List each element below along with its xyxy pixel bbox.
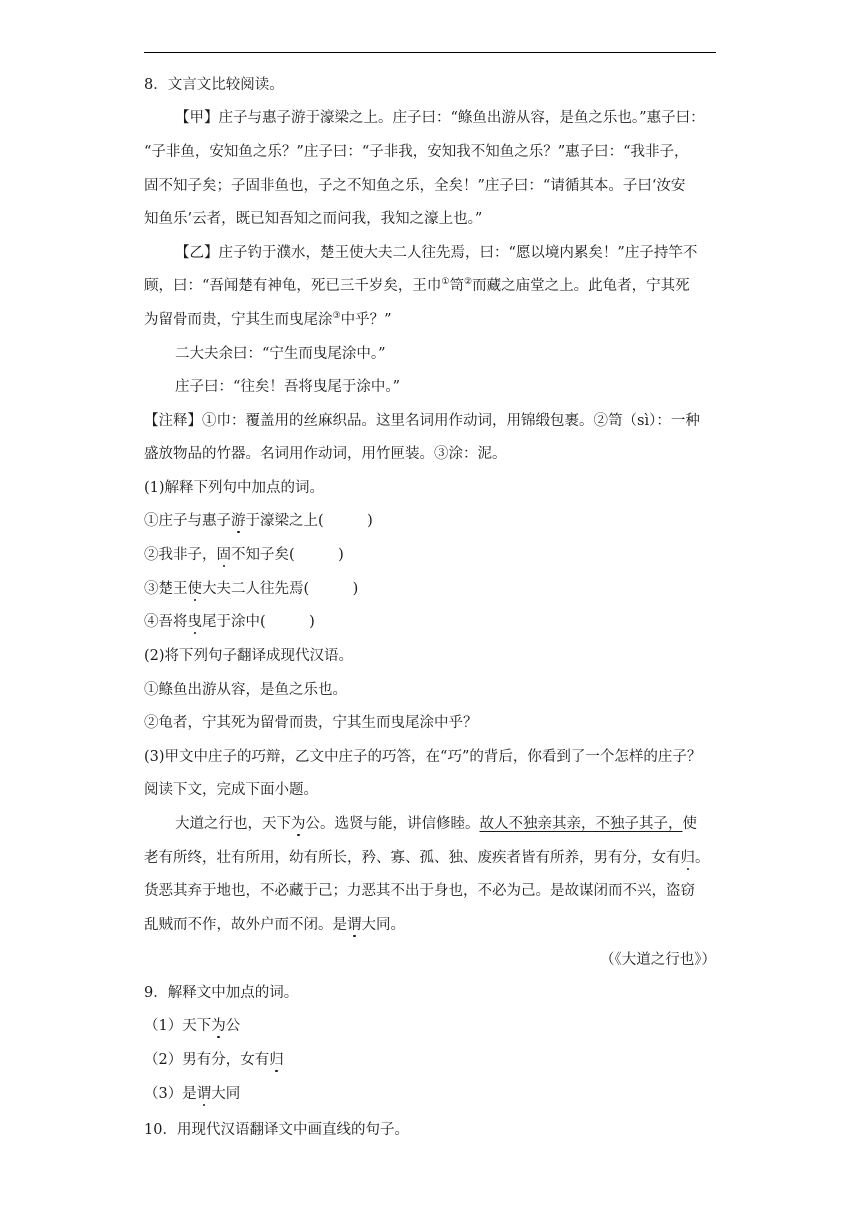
subquestion-2-item: ①鲦鱼出游从容，是鱼之乐也。	[144, 682, 347, 698]
question-10-title: 10．用现代汉语翻译文中画直线的句子。	[144, 1122, 409, 1138]
subquestion-2-title: (2)将下列句子翻译成现代汉语。	[144, 648, 354, 664]
emphasis-dot-word: 归	[680, 850, 695, 866]
subquestion-1-item: ①庄子与惠子游于濠梁之上( )	[144, 513, 373, 529]
passage-yi-line: 顾，曰：“吾闻楚有神龟，死已三千岁矣，王巾①笥②而藏之庙堂之上。此龟者，宁其死	[144, 277, 690, 294]
reading-intro: 阅读下文，完成下面小题。	[144, 782, 318, 798]
footnote-marker: ①	[441, 277, 450, 288]
underlined-sentence: 故人不独亲其亲，不独子其子，	[479, 816, 683, 832]
passage-jia-line: 知鱼乐’云者，既已知吾知之而问我，我知之濠上也。”	[144, 211, 483, 227]
emphasis-dot-word: 谓	[196, 1086, 212, 1102]
subquestion-1-item: ④吾将曳尾于涂中( )	[144, 614, 315, 630]
passage-datong-line: 大道之行也，天下为公。选贤与能，讲信修睦。故人不独亲其亲，不独子其子，使	[175, 816, 697, 832]
question-9-item: （1）天下为公	[144, 1018, 241, 1034]
annotation-line: 【注释】①巾：覆盖用的丝麻织品。这里名词用作动词，用锦缎包裹。②笥（sì）：一种	[144, 413, 700, 429]
question-9-item: （3）是谓大同	[144, 1086, 241, 1102]
passage-jia-line: “子非鱼，安知鱼之乐？”庄子曰：“子非我，安知我不知鱼之乐？”惠子曰：“我非子，	[144, 144, 689, 160]
emphasis-dot-word: 固	[216, 547, 231, 563]
passage-yi-line: 为留骨而贵，宁其生而曳尾涂③中乎？”	[144, 311, 392, 328]
passage-source: （《大道之行也》）	[600, 952, 716, 968]
passage-datong-line: 货恶其弃于地也，不必藏于己；力恶其不出于身也，不必为己。是故谋闭而不兴，盗窃	[144, 883, 695, 899]
question-9-title: 9．解释文中加点的词。	[144, 985, 299, 1001]
passage-datong-line: 老有所终，壮有所用，幼有所长，矜、寡、孤、独、废疾者皆有所养，男有分，女有归。	[144, 850, 710, 866]
passage-yi-line: 二大夫余曰：“宁生而曳尾涂中。”	[175, 346, 386, 362]
question-9-item: （2）男有分，女有归	[144, 1052, 284, 1068]
emphasis-dot-word: 为	[291, 816, 306, 832]
passage-jia-line: 固不知子矣；子固非鱼也，子之不知鱼之乐，全矣！”庄子曰：“请循其本。子曰‘汝安	[144, 178, 686, 194]
passage-yi-line: 庄子曰：“往矣！吾将曳尾于涂中。”	[175, 379, 401, 395]
emphasis-dot-word: 为	[211, 1018, 226, 1034]
subquestion-3: (3)甲文中庄子的巧辩，乙文中庄子的巧答，在“巧”的背后，你看到了一个怎样的庄子？	[144, 749, 702, 765]
subquestion-1-title: (1)解释下列句中加点的词。	[144, 480, 325, 496]
emphasis-dot-word: 游	[231, 513, 246, 529]
emphasis-dot-word: 谓	[347, 917, 362, 933]
passage-datong-line: 乱贼而不作，故外户而不闭。是谓大同。	[144, 917, 405, 933]
subquestion-1-item: ②我非子，固不知子矣( )	[144, 547, 344, 563]
question-8-title: 8．文言文比较阅读。	[144, 77, 284, 93]
header-rule	[144, 52, 716, 53]
emphasis-dot-word: 归	[269, 1052, 284, 1068]
footnote-marker: ③	[332, 311, 341, 322]
emphasis-dot-word: 使	[187, 581, 202, 597]
passage-jia-line: 【甲】庄子与惠子游于濠梁之上。庄子曰：“鲦鱼出游从容，是鱼之乐也。”惠子曰：	[175, 110, 705, 126]
subquestion-2-item: ②龟者，宁其死为留骨而贵，宁其生而曳尾涂中乎？	[144, 715, 478, 731]
passage-yi-line: 【乙】庄子钓于濮水，楚王使大夫二人往先焉，曰：“愿以境内累矣！”庄子持竿不	[175, 245, 698, 261]
annotation-line: 盛放物品的竹器。名词用作动词，用竹匣装。③涂：泥。	[144, 446, 507, 462]
subquestion-1-item: ③楚王使大夫二人往先焉( )	[144, 581, 359, 597]
footnote-marker: ②	[464, 277, 473, 288]
emphasis-dot-word: 曳	[187, 614, 202, 630]
